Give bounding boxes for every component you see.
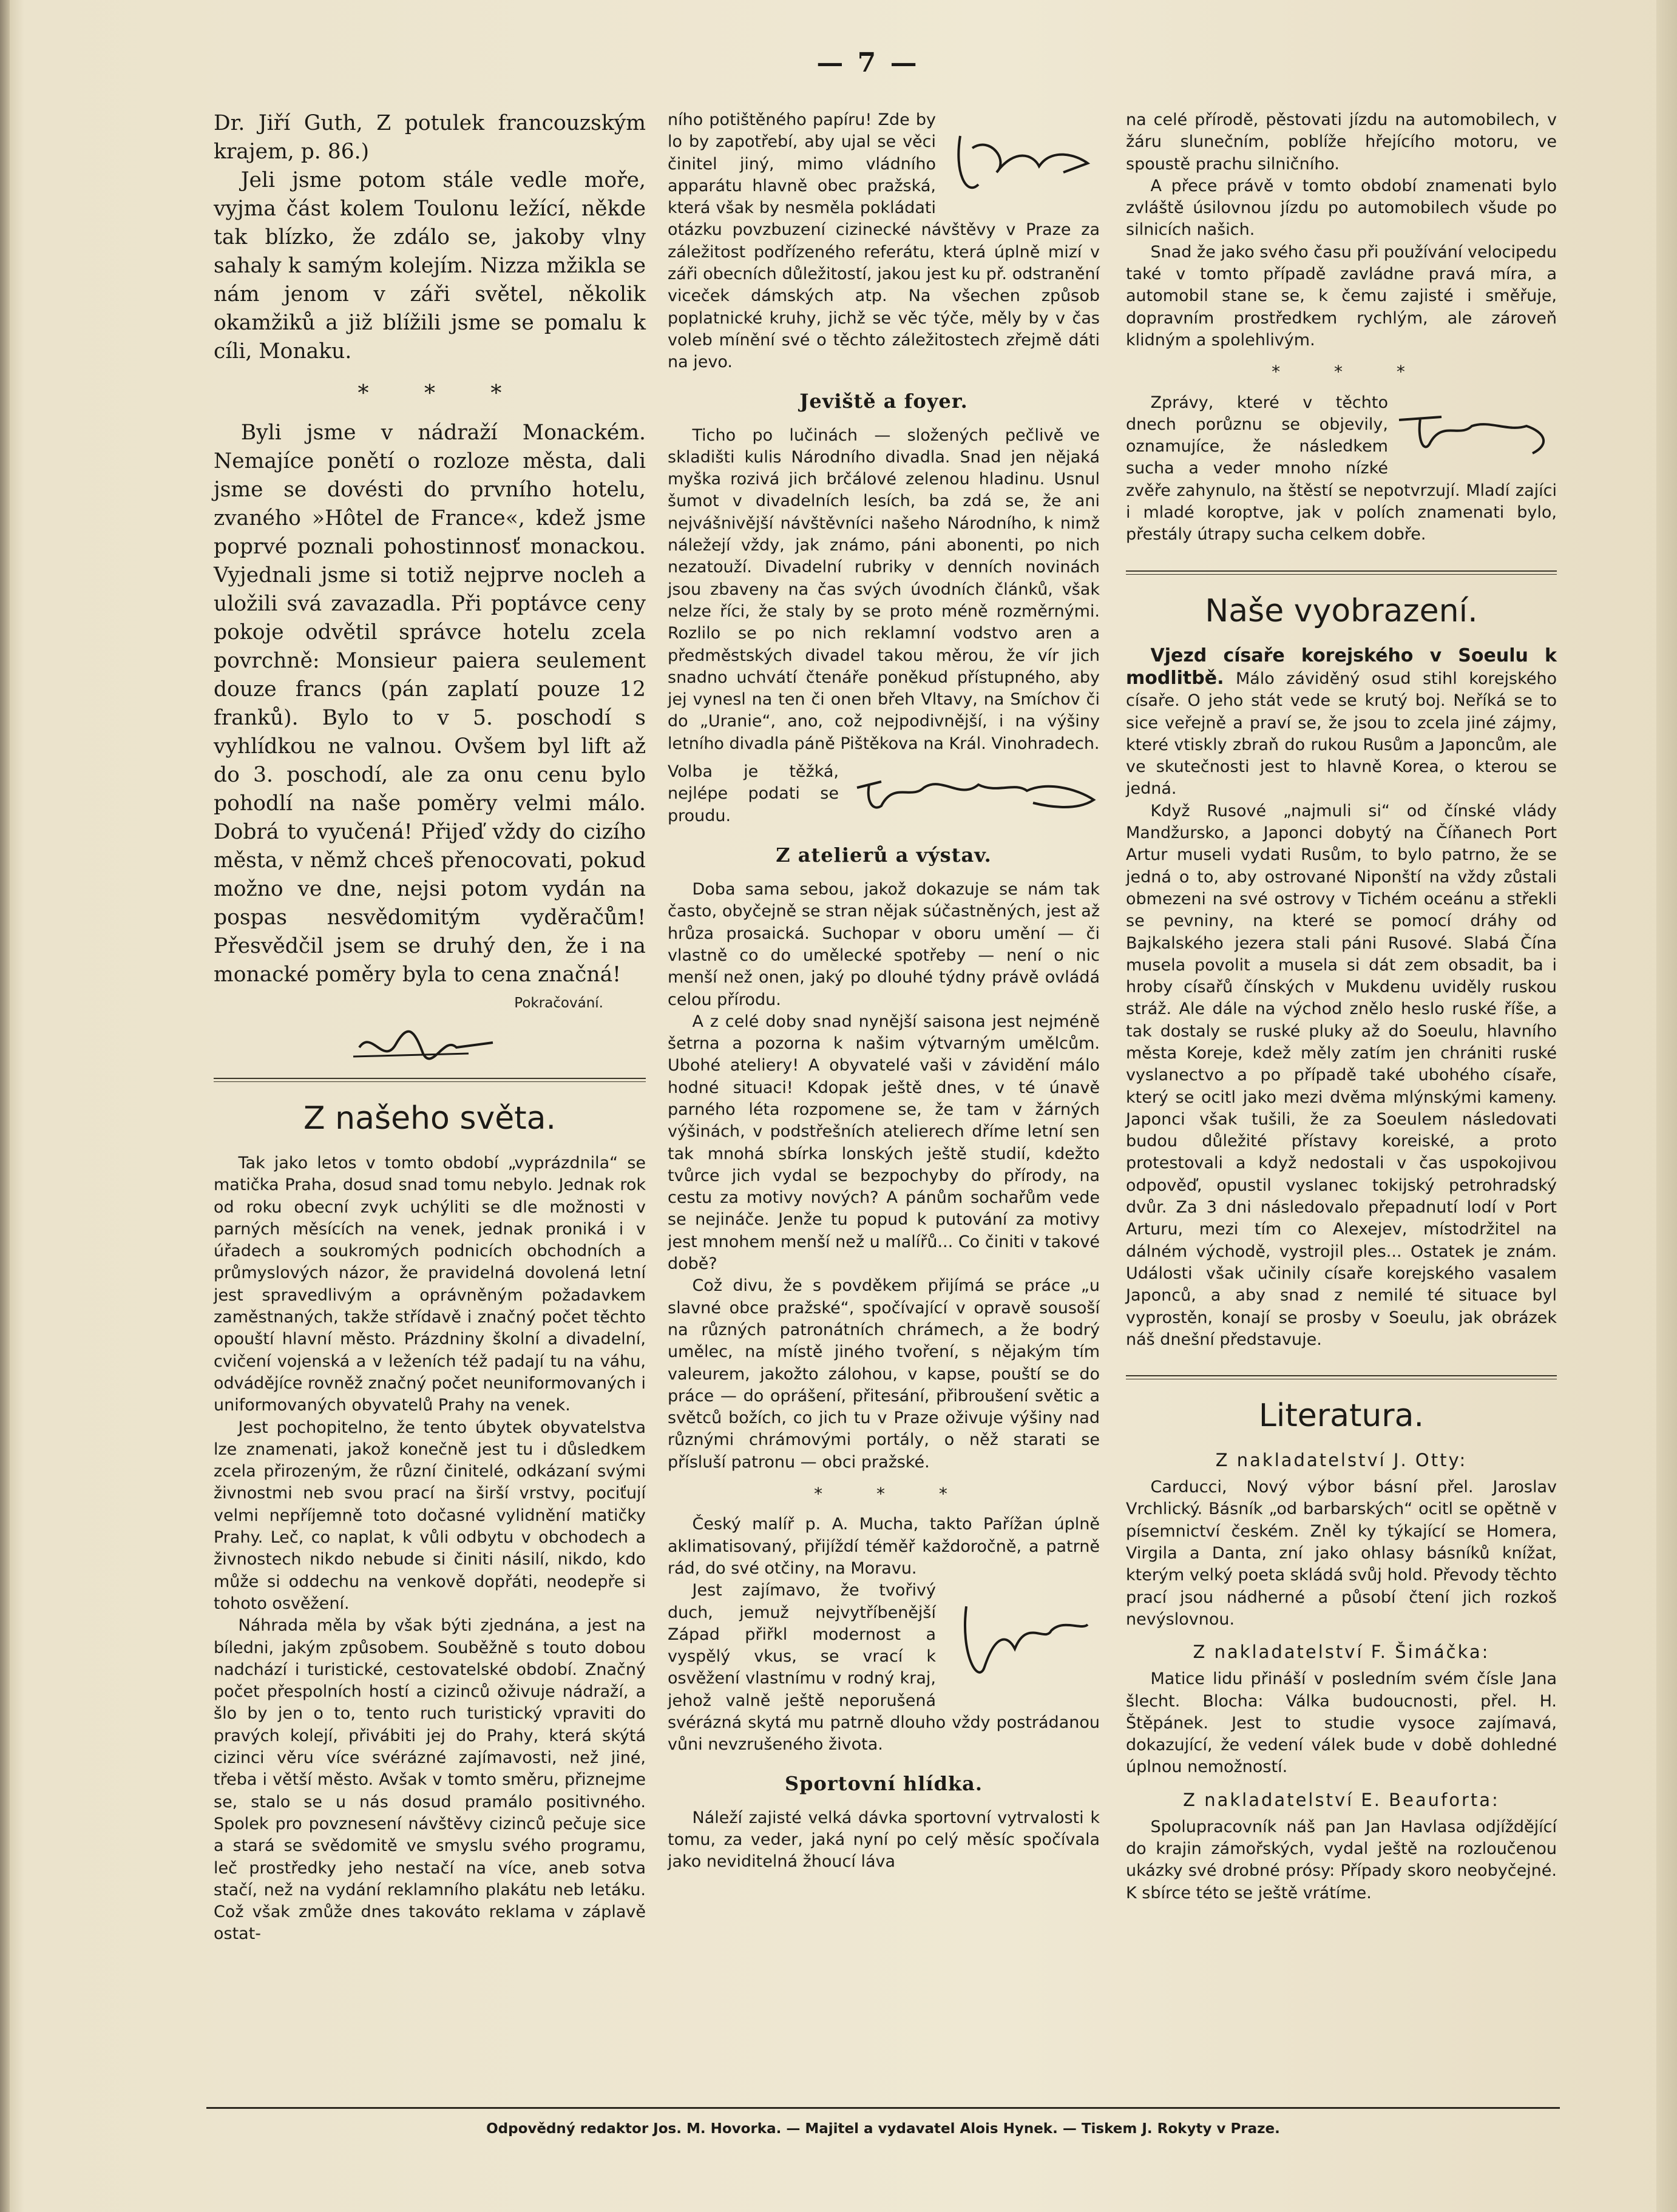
author-signature-1 bbox=[214, 1011, 646, 1078]
article-para: Náleží zajisté velká dávka sportovní vytrvalosti k tomu, za veder, jaká nyní po celý měsíc spočívala jako neviditelná žhoucí láva bbox=[668, 1808, 1100, 1872]
travel-article bbox=[214, 109, 646, 989]
section-title-nase-vyobrazeni: Naše vyobrazení. bbox=[1205, 592, 1478, 629]
imprint-footer: Odpovědný redaktor Jos. M. Hovorka. — Majitel a vydavatel Alois Hynek. — Tiskem J. Rokyty v Praze. bbox=[486, 2121, 1280, 2137]
literature-entry bbox=[1126, 1668, 1557, 1778]
travel-para-3: Byli jsme v nádraží Monackém. Nemajíce ponětí o rozloze města, dali jsme se dovésti do prvního hotelu, zvaného »Hôtel de France«, kdež jsme poprvé poznali pohostinnosť monackou. Vyjednali jsme si totiž nejprve nocleh a uložili svá zavazadla. Při poptávce ceny pokoje odvětil správce hotelu zcela povrchně: Monsieur paiera seulement douze francs (pán zaplatí pouze 12 franků). Bylo to v 5. poschodí s vyhlídkou ne valnou. Ovšem byl lift až do 3. poschodí, ale za onu cenu bylo pohodlí na naše poměry velmi málo. Dobrá to vyučená! Přijeď vždy do cizího města, v němž chceš přenocovati, pokud možno ve dne, nejsi potom vydán na pospas nesvědomitým vyděračům! Přesvědčil jsem se druhý den, že i na monacké poměry byla to cena značná! bbox=[214, 421, 646, 987]
article-para: Snad že jako svého času při používání velocipedu také v tomto případě zavládne pravá míra, a automobil stane se, k čemu zajisté i směřuje, dopravním prostředkem rychlým, ale zároveň klidným a spolehlivým. bbox=[1126, 242, 1557, 350]
footer-rule bbox=[206, 2107, 1560, 2109]
art-article bbox=[668, 879, 1100, 1756]
continued-para: na celé přírodě, pěstovati jízdu na automobilech, v žáru slunečním, poblíže hřejícího motoru, ve spoustě prachu silničního. bbox=[1126, 110, 1557, 174]
heading-jeviste-a-foyer: Jeviště a foyer. bbox=[799, 389, 968, 413]
travel-para-2: Jeli jsme potom stále vedle moře, vyjma část kolem Toulonu ležící, někde tak blízko, že zdálo se, jakoby vlny sahaly k samým kolejím. Nizza mžikla se nám jenom v záři světel, několik okamžiků a již blížili jsme se pomalu k cíli, Monaku. bbox=[214, 168, 646, 364]
article-para: Když Rusové „najmuli si“ od čínské vlády Mandžursko, a Japonci dobytý na Číňanech Port Artur museli vydati Rusům, to bylo patrno, že se jedná o to, aby ostrované Niponští na vždy zůstali obmezeni na své ostrovy v Tichém oceánu a střekli se pevniny, na které se pomocí dráhy od Bajkalského jezera stali páni Rusové. Slabá Čína musela povolit a musela si dát zem obsadit, ba i hroby císařů čínských v Mukdenu uviděly ruskou stráž. Ale dále na východ znělo heslo ruské říše, a tak dostaly se ruské pluky až do Soeulu, hlavního města Koreje, kdež měly zatím jen chrániti ruské vyslanectvo a po případě také ubohého císaře, který se ocitl jako mezi dvěma mlýnskými kameny. Japonci však tušili, že za Soeulem následovati budou důležité přístavy koreiské, a proto protestovali a když nedostali v čas uspokojivou odpověď, opustil vyslanec tokijský petrohradský dvůr. Za 3 dni následovalo přepadnutí lodí v Port Arturu, mezi tím co Alexejev, místodržitel na dálném východě, vystrojil ples... Ostatek je znám. Události však učinily císaře korejského vasalem Japonců, a aby snad z nemilé té situace byl vyprostěn, konají se prosby v Soeulu, jak obrázek náš dnešní představuje. bbox=[1126, 801, 1557, 1349]
continued-para: ního potištěného papíru! Zde by lo by zapotřebí, aby ujal se věci činitel jiný, mimo vládního apparátu hlavně obec pražská, která však by nesměla pokládati otázku povzbuzení cizinecké návštěvy v Praze za záležitost podřízeného referátu, která úplně mizí v záři obecních důležitostí, jakou jest ku př. odstranění viceček dámských atp. Na všechen způsob poplatnické kruhy, jichž se věc týče, měly by v čas voleb mínění své o těchto záležitostech zřejmě dáti na jevo. bbox=[668, 110, 1100, 372]
article-para: Což divu, že s povděkem přijímá se práce „u slavné obce pražské“, spočívající v opravě sousoší na různých patronátních chrámech, a že bodrý umělec, na místě jiného tvoření, s nějakým tím valeurem, jakožto zálohou, v kapse, pouští se do práce — do oprášení, přitesání, přibroušení světic a světců božích, co jich tu v Praze oživuje výšiny nad různými chrámovými portály, o něž starati se přísluší patronu — obci pražské. bbox=[668, 1276, 1100, 1472]
section-divider bbox=[214, 1078, 646, 1082]
publisher-simacek: Z nakladatelství F. Šimáčka: bbox=[1193, 1642, 1490, 1663]
column-2-text bbox=[668, 109, 1100, 374]
picture-lead: Vjezd císaře korejského v Soeulu k modlitbě. bbox=[1126, 644, 1557, 689]
article-para: Carducci, Nový výbor básní přel. Jaroslav Vrchlický. Básník „od barbarských“ ocitl se opětně v písemnictví českém. Zněl ky týkající se Homera, Virgila a Danta, zní jako ohlasy básníků knížat, kterým velký poeta skládá svůj hold. Převody těchto prací jsou nádherné a působí čtení jich rozkoš nevýslovnou. bbox=[1126, 1478, 1557, 1629]
literature-entry bbox=[1126, 1476, 1557, 1631]
column-1 bbox=[214, 109, 646, 1946]
stars-divider: * * * bbox=[357, 381, 526, 406]
picture-para: Málo záviděný osud stihl korejského císaře. O jeho stát vede se krutý boj. Neříká se to sice veřejně a praví se, že jsou to zcela jiné zájmy, které vtiskly zbraň do rukou Rusům a Japoncům, ale ve skutečnosti jest to hlavně Korea, o kterou se jedná. bbox=[1126, 669, 1557, 799]
section-title-literatura: Literatura. bbox=[1258, 1398, 1425, 1435]
article-para: Matice lidu přináší v posledním svém čísle Jana šlecht. Blocha: Válka budoucnosti, přel. H. Štěpánek. Jest to studie vysoce zajímavá, dokazující, že vedení válek bude v době dohledné úplnou nemožností. bbox=[1126, 1669, 1557, 1777]
page-number: — 7 — bbox=[816, 47, 920, 78]
section-divider bbox=[1126, 1375, 1557, 1379]
column-3 bbox=[1126, 109, 1557, 1904]
signature-hunting bbox=[1393, 396, 1557, 462]
z-naseho-sveta-article bbox=[214, 1152, 646, 1946]
article-para: Český malíř p. A. Mucha, takto Pařížan úplně aklimatisovaný, přijíždí téměř každoročně, a patrně rád, do své otčiny, na Moravu. bbox=[668, 1515, 1100, 1578]
section-divider bbox=[1126, 570, 1557, 575]
travel-para-1: Dr. Jiří Guth, Z potulek francouzským krajem, p. 86.) bbox=[214, 111, 646, 164]
theatre-article bbox=[668, 425, 1100, 828]
article-para: Jest pochopitelno, že tento úbytek obyvatelstva lze znamenati, jakož konečně jest tu i důsledkem zcela přirozeným, že různí činitelé, odkázaní svými živnostmi neb svou prací na širší vrstvy, pociťují velmi nepříjemně toto dočasné vylidnění matičky Prahy. Leč, co naplat, k vůli odbytu v obchodech a živnostech nikdo nebude si činiti násilí, nikdo, kdo může si oddechu na venkově dopřáti, neodepře si tohoto osvěžení. bbox=[214, 1418, 646, 1613]
column-3-text bbox=[1126, 109, 1557, 546]
signature-jan-bohr bbox=[942, 1582, 1100, 1697]
publisher-otty: Z nakladatelství J. Otty: bbox=[1215, 1450, 1468, 1471]
signature-jos-bohr bbox=[942, 112, 1100, 203]
heading-sportovni-hlidka: Sportovní hlídka. bbox=[785, 1771, 983, 1795]
sport-article bbox=[668, 1807, 1100, 1873]
article-para: Spolupracovník náš pan Jan Havlasa odjíždějící do krajin zámořských, vydal ještě na rozloučenou ukázky své drobné prósy: Případy skoro neobyčejné. K sbírce této se ještě vrátíme. bbox=[1126, 1817, 1557, 1903]
stars-divider: * * * bbox=[1272, 362, 1429, 382]
page-right-edge bbox=[1656, 0, 1677, 2212]
article-para: A z celé doby snad nynější saisona jest nejméně šetrna a pozorna k našim výtvarným umělcům. Ubohé ateliery! A obyvatelé vaši v závidění málo hodné situaci! Kdopak ještě dnes, v té únavě parného léta rozpomene se, že tam v žárných výšinách, v podstřešních atelierech dříme letní sen tak mnohá sbírka lonských ještě studií, kdežto tvůrce jich vydal se bezpochyby do přírody, na cestu za motivy nových? A pánům sochařům vede se nejináče. Jenže tu popud k putování za motivy jest mnohem menší než u malířů... Co činiti v takové době? bbox=[668, 1012, 1100, 1274]
publisher-beaufort: Z nakladatelství E. Beauforta: bbox=[1183, 1789, 1500, 1810]
section-title-z-naseho-sveta: Z našeho světa. bbox=[303, 1100, 556, 1137]
article-para: Tak jako letos v tomto období „vyprázdnila“ se matička Praha, dosud snad tomu nebylo. Jednak rok od roku obecní zvyk uchýliti se dle možnosti v parných měsících na venek, jednak proniká i v úřadech a soukromých podnicích obchodních a průmyslových názor, že pravidelná dovolená letní jest spravedlivým a oprávněným požadavkem zaměstnaných, takže střídavě i značný počet těchto opouští hlavní město. Prázdniny školní a divadelní, cvičení vojenská a v leženích též padají tu na váhu, odvádějíce rovněž značný počet neuniformovaných i uniformovaných obyvatelů Prahy na venek. bbox=[214, 1154, 646, 1415]
continued-note: Pokračování. bbox=[514, 995, 603, 1011]
literature-entry bbox=[1126, 1816, 1557, 1904]
picture-article bbox=[1126, 645, 1557, 1351]
article-para: Jest zajímavo, že tvořivý duch, jemuž nejvytříbenější Západ přiřkl modernost a vyspělý vkus, se vrací k osvěžení vlastnímu v rodný kraj, jehož valně ještě neporušená svérázná skytá mu patrně dlouho vždy postrádanou vůni nevzrušeného života. bbox=[668, 1581, 1100, 1754]
article-para: Doba sama sebou, jakož dokazuje se nám tak často, obyčejně se stran nějak súčastněných, jest až hrůza prosaická. Suchopar v oboru umění — či vlastně co do umělecké spotřeby — není o nic menší než onen, jaký po dlouhé týdny právě ovládá celou přírodu. bbox=[668, 880, 1100, 1009]
article-para: Náhrada měla by však býti zjednána, a jest na bíledni, jakým způsobem. Souběžně s touto dobou nadchází i turistické, cestovatelské období. Značný počet přespolních hostí a cizinců oživuje nádraží, a šlo by jen o to, tento ruch turistický vpraviti do pravých kolejí, přivábiti jej do Prahy, která skýtá cizinci věru více svérázné zajímavosti, než jiné, třeba i větší město. Avšak v tomto směru, přiznejme se, stalo se u nás dosud pramálo positivného. Spolek pro povznesení návštěvy cizinců pečuje sice a stará se svědomitě ve smyslu svého programu, leč prostředky jeho nestačí na více, aneb sotva stačí, než na vydání reklamního plakátu neb letáku. Což však zmůže dnes takováto reklama v záplavě ostat- bbox=[214, 1616, 646, 1944]
signature-kaz bbox=[845, 757, 1100, 824]
theatre-closing: Volba je těžká, nejlépe podati se proudu. bbox=[668, 762, 839, 825]
article-para: A přece právě v tomto období znamenati bylo zvláště úsilovnou jízdu po automobilech všude po silnicích našich. bbox=[1126, 176, 1557, 240]
heading-z-atelieru-a-vystav: Z atelierů a výstav. bbox=[776, 844, 992, 867]
article-para: Ticho po lučinách — složených pečlivě ve skladišti kulis Národního divadla. Snad jen nějaká myška rozivá jich brčálové zelenou hladinu. Usnul šumot v divadelních lesích, ba zdá se, že ani nejvášnivější návštěvníci našeho Národního, k nimž náležejí vždy, jak známo, páni abonenti, po nich nezatouží. Divadelní rubriky v denních novinách jsou zbaveny na čas svých úvodních článků, však nelze říci, že staly by se proto méně rozměrnými. Rozlilo se po nich reklamní vodstvo aren a předměstských divadel takou měrou, že vír jich snadno uchvátí čtenáře poněkud přístupného, aby jej vynesl na ten či onen břeh Vltavy, na Smíchov či do „Uranie“, ano, což nejpodivnější, i na výšiny letního divadla páně Pištěkova na Král. Vinohradech. bbox=[668, 425, 1100, 753]
stars-divider: * * * bbox=[814, 1484, 972, 1504]
article-para: Zprávy, které v těchto dnech porůznu se objevily, oznamujíce, že následkem sucha a veder mnoho nízké zvěře zahynulo, na štěstí se nepotvrzují. Mladí zajíci i mladé koroptve, jak v polích znamenati bylo, přestály útrapy sucha celkem dobře. bbox=[1126, 393, 1557, 544]
column-2 bbox=[668, 109, 1100, 1873]
page-left-edge bbox=[0, 0, 10, 2212]
